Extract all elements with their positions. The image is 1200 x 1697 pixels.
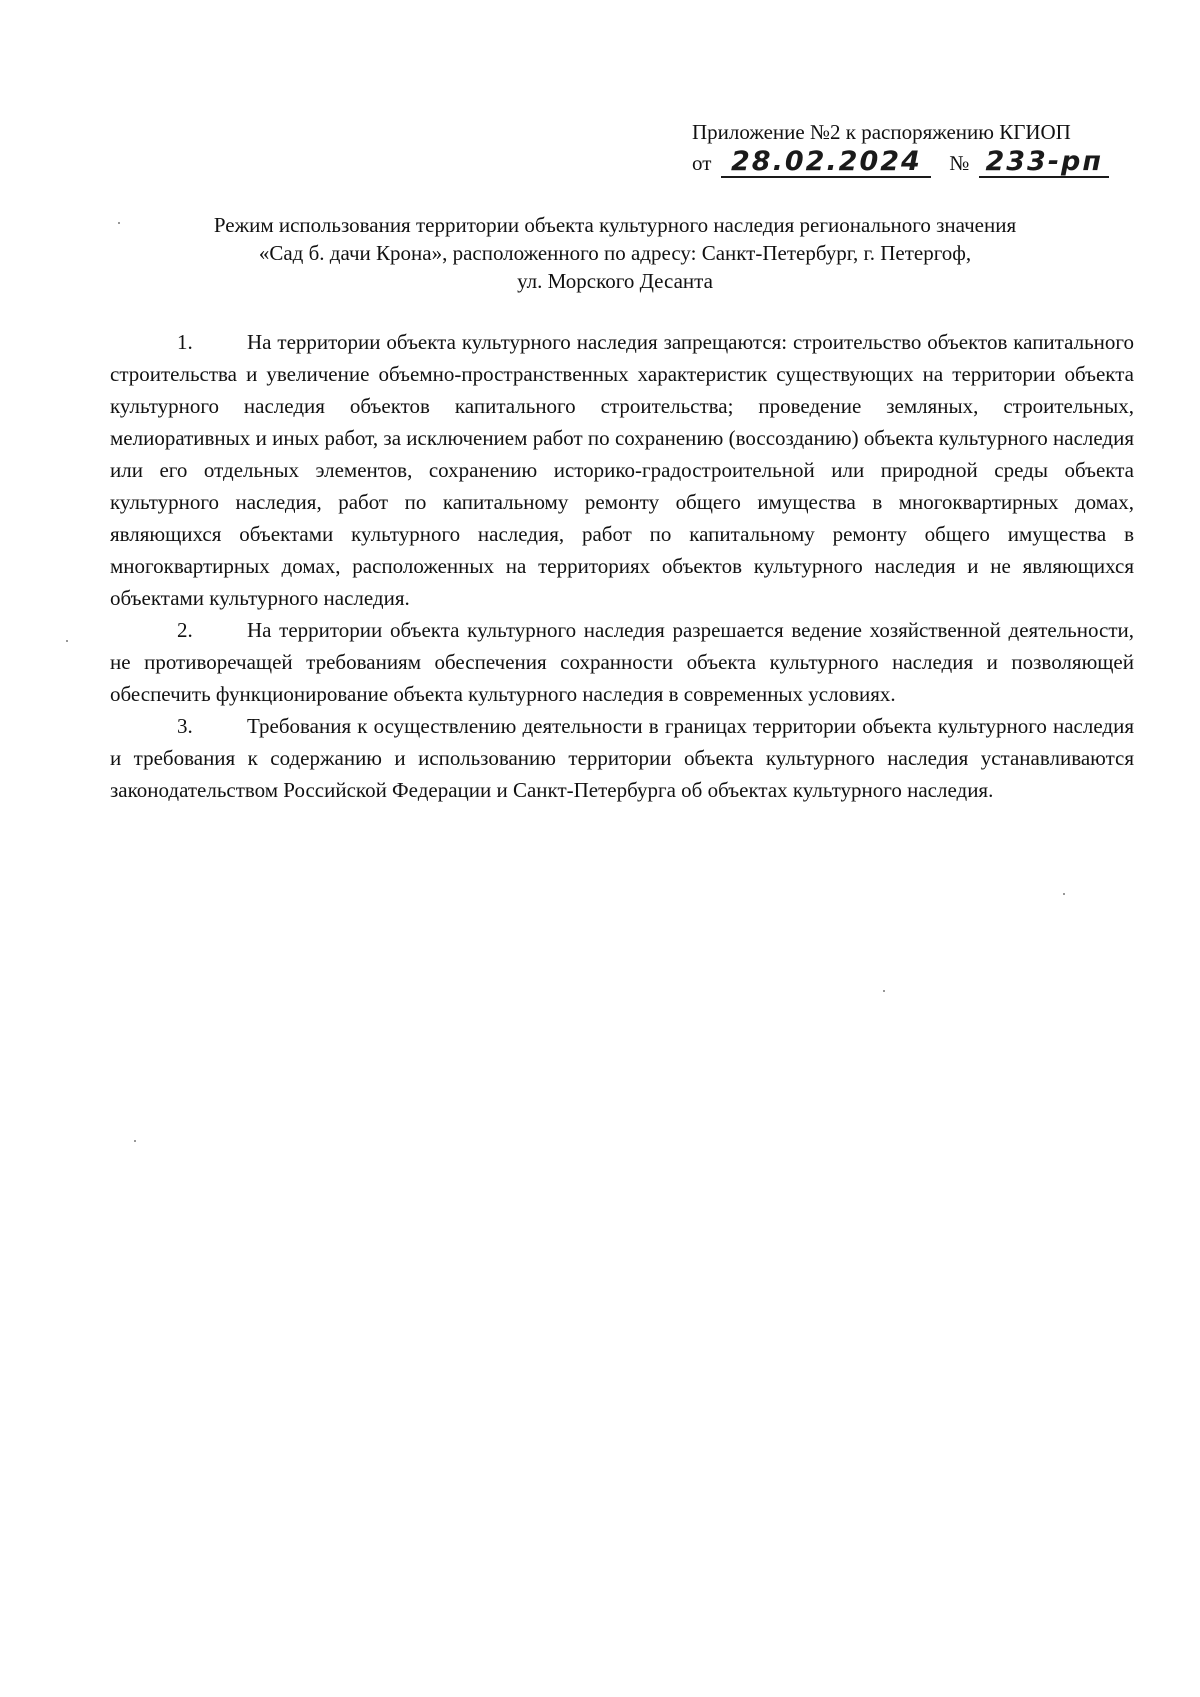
document-body	[110, 326, 1134, 806]
paragraph-number: 1.	[177, 330, 193, 354]
title-line-2: «Сад б. дачи Крона», расположенного по адресу: Санкт-Петербург, г. Петергоф,	[258, 241, 972, 265]
date-number-line	[692, 148, 1152, 178]
appendix-header	[692, 118, 1152, 178]
paragraph-2	[110, 614, 1134, 710]
paragraph-1	[110, 326, 1134, 614]
scan-speck	[66, 640, 68, 642]
date-prefix: от	[692, 151, 712, 175]
handwritten-number: 233-рп	[979, 148, 1109, 178]
paragraph-number: 3.	[177, 714, 193, 738]
paragraph-3	[110, 710, 1134, 806]
number-prefix: №	[949, 151, 970, 175]
paragraph-text: Требования к осуществлению деятельности в границах территории объекта культурного наследия и требования к содержанию и использованию территории объекта культурного наследия устанавливаются законодательством Российской Федерации и Санкт-Петербурга об объектах культурного наследия.	[110, 714, 1134, 802]
title-line-3: ул. Морского Десанта	[517, 269, 713, 293]
paragraph-text: На территории объекта культурного наследия запрещаются: строительство объектов капитального строительства и увеличение объемно-пространственных характеристик существующих на территории объекта культурного наследия объектов капитального строительства; проведение земляных, строительных, мелиоративных и иных работ, за исключением работ по сохранению (воссозданию) объекта культурного наследия или его отдельных элементов, сохранению историко-градостроительной или природной среды объекта культурного наследия, работ по капитальному ремонту общего имущества в многоквартирных домах, являющихся объектами культурного наследия, работ по капитальному ремонту общего имущества в многоквартирных домах, расположенных на территориях объектов культурного наследия и не являющихся объектами культурного наследия.	[110, 330, 1134, 610]
scan-speck	[1063, 893, 1065, 895]
scan-speck	[118, 222, 120, 224]
title-line-1: Режим использования территории объекта культурного наследия регионального значения	[213, 213, 1017, 237]
document-title	[110, 211, 1120, 295]
paragraph-number: 2.	[177, 618, 193, 642]
handwritten-date: 28.02.2024	[721, 148, 931, 178]
scan-speck	[883, 990, 885, 992]
appendix-line: Приложение №2 к распоряжению КГИОП	[692, 120, 1071, 144]
scan-speck	[134, 1140, 136, 1142]
paragraph-text: На территории объекта культурного наследия разрешается ведение хозяйственной деятельности, не противоречащей требованиям обеспечения сохранности объекта культурного наследия и позволяющей обеспечить функционирование объекта культурного наследия в современных условиях.	[110, 618, 1134, 706]
